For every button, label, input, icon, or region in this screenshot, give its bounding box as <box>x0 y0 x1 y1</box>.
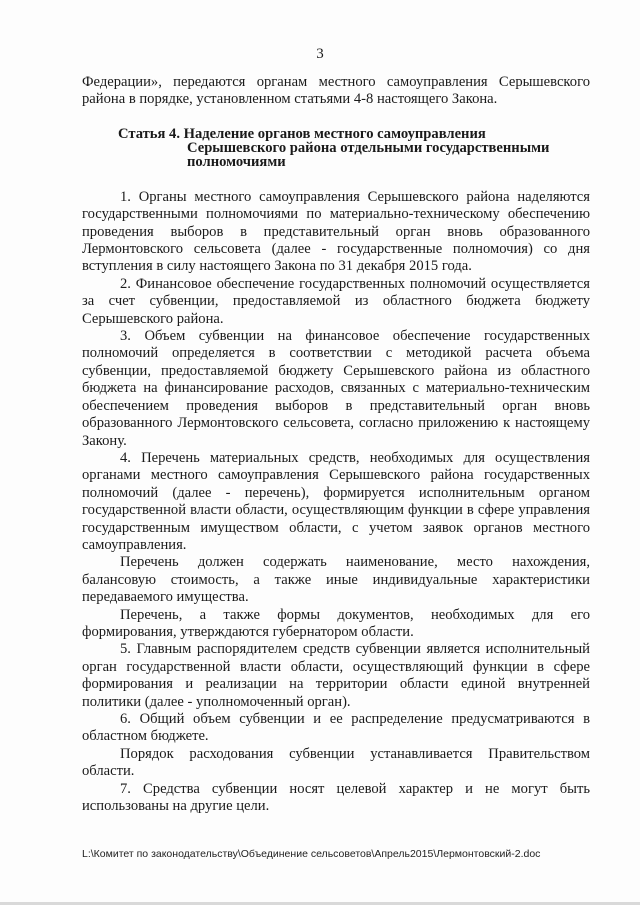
footer-file-path: L:\Комитет по законодательству\Объединение сельсоветов\Апрель2015\Лермонтовский-2.doc <box>82 848 541 860</box>
article-title-line-1: Наделение органов местного самоуправления <box>183 125 486 142</box>
article-title-line-3: полномочиями <box>187 153 286 170</box>
article-heading <box>82 127 590 169</box>
paragraph-5: 5. Главным распорядителем средств субвенции является исполнительный орган государственной власти области, осуществляющий функции в сфере формирования и реализации на территории области единой внутренней политики (далее - уполномоченный орган). <box>82 641 590 710</box>
paragraph-4-list-content: Перечень должен содержать наименование, место нахождения, балансовую стоимость, а также иные индивидуальные характеристики передаваемого имущества. <box>82 554 590 606</box>
paragraph-4-list-forms: Перечень, а также формы документов, необходимых для его формирования, утверждаются губернатором области. <box>82 606 590 640</box>
intro-paragraph: Федерации», передаются органам местного самоуправления Серышевского района в порядке, установленном статьями 4-8 настоящего Закона. <box>82 74 590 108</box>
paragraph-7: 7. Средства субвенции носят целевой характер и не могут быть использованы на другие цели. <box>82 780 590 815</box>
article-label: Статья 4. <box>118 125 180 142</box>
document-body <box>82 74 590 815</box>
paragraph-2: 2. Финансовое обеспечение государственных полномочий осуществляется за счет субвенции, предоставляемой из областного бюджета бюджету Серышевского района. <box>82 275 590 327</box>
paragraph-6: 6. Общий объем субвенции и ее распределение предусматриваются в областном бюджете. <box>82 711 590 745</box>
paragraph-6-procedure: Порядок расходования субвенции устанавливается Правительством области. <box>82 745 590 780</box>
paragraph-4: 4. Перечень материальных средств, необходимых для осуществления органами местного самоуправления Серышевского района государственных полномочий (далее - перечень), формируется исполнительным органом государственной власти области, осуществляющим функции в сфере управления государственным имуществом области, с учетом заявок органов местного самоуправления. <box>82 449 590 553</box>
article-title-line-2: Серышевского района отдельными государственными <box>187 139 550 156</box>
paragraph-3: 3. Объем субвенции на финансовое обеспечение государственных полномочий определяется в соответствии с методикой расчета объема субвенции, предоставляемой бюджету Серышевского района из областного бюджета на финансирование расходов, связанных с материально-техническим обеспечением проведения выборов в представительный орган вновь образованного Лермонтовского сельсовета, согласно приложению к настоящему Закону. <box>82 328 590 449</box>
paragraph-1: 1. Органы местного самоуправления Серышевского района наделяются государственными полномочиями по материально-техническому обеспечению проведения выборов в представительный орган вновь образованного Лермонтовского сельсовета (далее - государственные полномочия) со дня вступления в силу настоящего Закона по 31 декабря 2015 года. <box>82 188 590 275</box>
page-number: 3 <box>316 46 324 62</box>
